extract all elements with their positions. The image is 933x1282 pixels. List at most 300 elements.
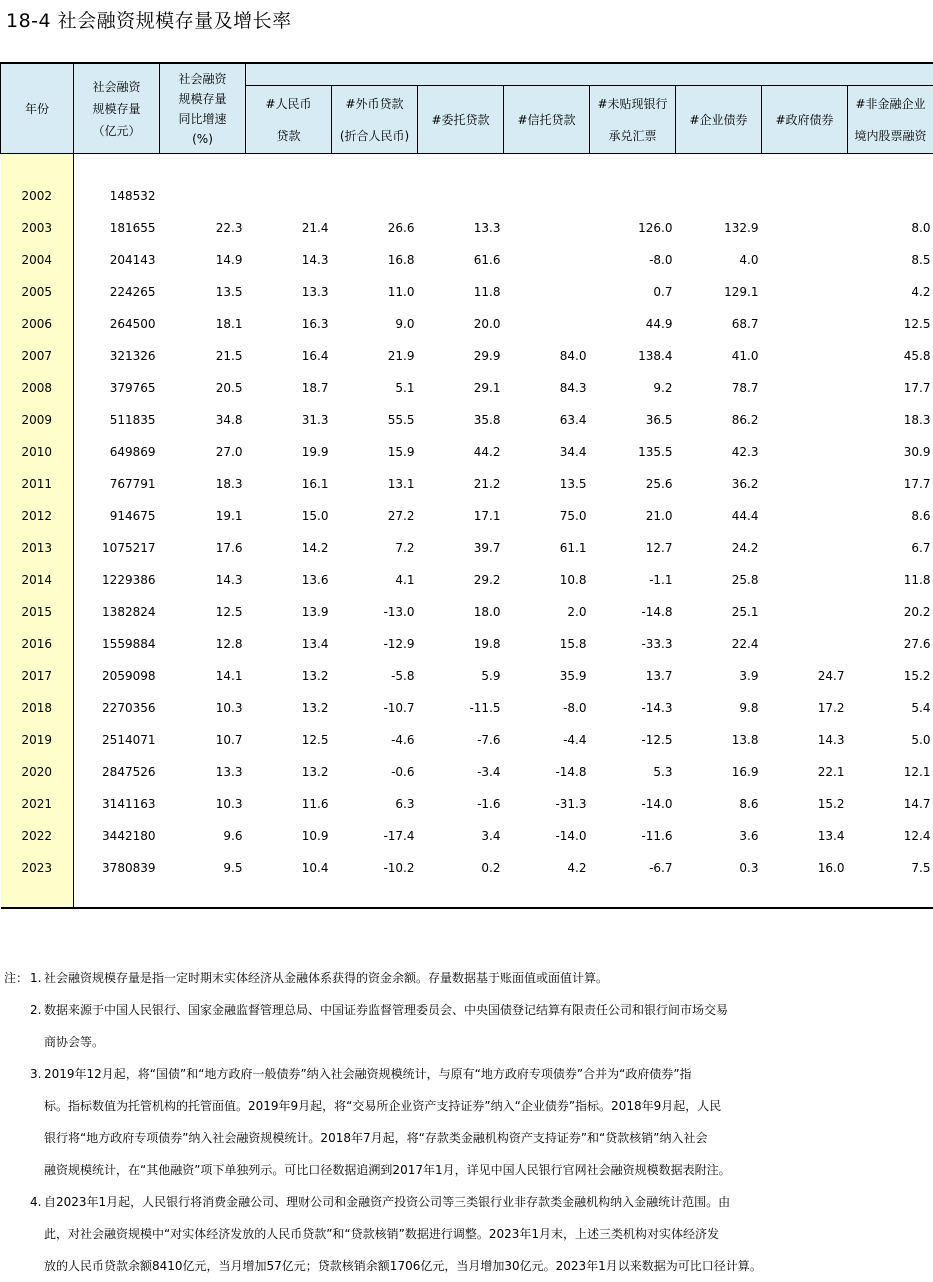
stock-cell: 767791 <box>74 459 160 491</box>
government-bonds-cell: 16.0 <box>762 843 848 875</box>
entrusted-loans-cell: 11.8 <box>418 267 504 299</box>
fx-loans-cell: -10.7 <box>332 683 418 715</box>
table-row <box>1 715 933 747</box>
government-bonds-cell: 14.3 <box>762 715 848 747</box>
corporate-bonds-cell: 44.4 <box>676 491 762 523</box>
government-bonds-cell <box>762 587 848 619</box>
page-title: 18-4 社会融资规模存量及增长率 <box>6 6 292 33</box>
acceptance-cell: -8.0 <box>590 235 676 267</box>
entrusted-loans-cell: 3.4 <box>418 811 504 843</box>
stock-cell: 914675 <box>74 491 160 523</box>
rmb-loans-cell: 11.6 <box>246 779 332 811</box>
stock-cell: 649869 <box>74 427 160 459</box>
growth-cell: 14.3 <box>160 555 246 587</box>
fx-loans-cell: 13.1 <box>332 459 418 491</box>
year-cell: 2022 <box>1 811 74 843</box>
table-row <box>1 203 933 235</box>
table-row <box>1 747 933 779</box>
government-bonds-cell: 13.4 <box>762 811 848 843</box>
fx-loans-cell: -13.0 <box>332 587 418 619</box>
government-bonds-cell: 17.2 <box>762 683 848 715</box>
year-cell: 2019 <box>1 715 74 747</box>
trust-loans-cell: 35.9 <box>504 651 590 683</box>
corporate-bonds-cell: 3.9 <box>676 651 762 683</box>
year-cell: 2018 <box>1 683 74 715</box>
entrusted-loans-cell: -1.6 <box>418 779 504 811</box>
government-bonds-cell <box>762 331 848 363</box>
growth-cell: 9.5 <box>160 843 246 875</box>
note-number: 4. <box>30 1186 41 1218</box>
equity-cell: 17.7 <box>848 363 933 395</box>
header-trust-loans: #信托贷款 <box>504 86 590 154</box>
acceptance-cell: 9.2 <box>590 363 676 395</box>
growth-cell: 10.3 <box>160 779 246 811</box>
rmb-loans-cell: 13.2 <box>246 651 332 683</box>
year-cell: 2021 <box>1 779 74 811</box>
trust-loans-cell <box>504 203 590 235</box>
growth-cell: 12.8 <box>160 619 246 651</box>
equity-cell: 12.1 <box>848 747 933 779</box>
fx-loans-cell: 5.1 <box>332 363 418 395</box>
acceptance-cell: 135.5 <box>590 427 676 459</box>
acceptance-cell: -33.3 <box>590 619 676 651</box>
acceptance-cell: -12.5 <box>590 715 676 747</box>
rmb-loans-cell: 12.5 <box>246 715 332 747</box>
note-text: 商协会等。 <box>4 1026 924 1058</box>
trust-loans-cell: 63.4 <box>504 395 590 427</box>
acceptance-cell: -14.8 <box>590 587 676 619</box>
header-fx-loans: #外币贷款 (折合人民币) <box>332 86 418 154</box>
stock-cell: 3141163 <box>74 779 160 811</box>
rmb-loans-cell: 10.9 <box>246 811 332 843</box>
year-cell: 2012 <box>1 491 74 523</box>
growth-cell: 14.9 <box>160 235 246 267</box>
header-entrusted-loans: #委托贷款 <box>418 86 504 154</box>
rmb-loans-cell: 21.4 <box>246 203 332 235</box>
year-cell: 2017 <box>1 651 74 683</box>
header-government-bonds: #政府债券 <box>762 86 848 154</box>
stock-cell: 224265 <box>74 267 160 299</box>
rmb-loans-cell: 16.1 <box>246 459 332 491</box>
entrusted-loans-cell: -3.4 <box>418 747 504 779</box>
table-row <box>1 331 933 363</box>
table-row <box>1 651 933 683</box>
year-cell: 2013 <box>1 523 74 555</box>
stock-cell: 1382824 <box>74 587 160 619</box>
fx-loans-cell: -12.9 <box>332 619 418 651</box>
corporate-bonds-cell: 132.9 <box>676 203 762 235</box>
table-row <box>1 523 933 555</box>
rmb-loans-cell: 13.6 <box>246 555 332 587</box>
note-text: 标。指标数值为托管机构的托管面值。2019年9月起，将“交易所企业资产支持证券”纳入“企业债券”指标。2018年9月起，人民 <box>4 1090 924 1122</box>
year-cell: 2005 <box>1 267 74 299</box>
acceptance-cell: 36.5 <box>590 395 676 427</box>
table-row <box>1 491 933 523</box>
rmb-loans-cell: 16.4 <box>246 331 332 363</box>
fx-loans-cell: 21.9 <box>332 331 418 363</box>
stock-cell: 2514071 <box>74 715 160 747</box>
note-text: 银行将“地方政府专项债券”纳入社会融资规模统计。2018年7月起，将“存款类金融机构资产支持证券”和“贷款核销”纳入社会 <box>4 1122 924 1154</box>
government-bonds-cell <box>762 427 848 459</box>
note-line <box>4 962 924 994</box>
government-bonds-cell <box>762 203 848 235</box>
table-row <box>1 299 933 331</box>
growth-cell: 10.7 <box>160 715 246 747</box>
entrusted-loans-cell: 21.2 <box>418 459 504 491</box>
note-line <box>4 1250 924 1282</box>
fx-loans-cell: 9.0 <box>332 299 418 331</box>
acceptance-cell <box>590 171 676 203</box>
government-bonds-cell <box>762 523 848 555</box>
entrusted-loans-cell: 29.2 <box>418 555 504 587</box>
stock-cell: 321326 <box>74 331 160 363</box>
equity-cell: 11.8 <box>848 555 933 587</box>
growth-cell: 9.6 <box>160 811 246 843</box>
stock-cell: 204143 <box>74 235 160 267</box>
footnotes <box>4 962 924 1282</box>
trust-loans-cell <box>504 299 590 331</box>
year-cell: 2016 <box>1 619 74 651</box>
note-text: 此，对社会融资规模中“对实体经济发放的人民币贷款”和“贷款核销”数据进行调整。2023年1月末，上述三类机构对实体经济发 <box>4 1218 924 1250</box>
corporate-bonds-cell: 13.8 <box>676 715 762 747</box>
equity-cell: 14.7 <box>848 779 933 811</box>
table-spacer-row <box>1 154 933 172</box>
year-cell: 2014 <box>1 555 74 587</box>
rmb-loans-cell: 14.3 <box>246 235 332 267</box>
header-equity-financing: #非金融企业 境内股票融资 <box>848 86 933 154</box>
table-row <box>1 587 933 619</box>
trust-loans-cell: -4.4 <box>504 715 590 747</box>
trust-loans-cell: 2.0 <box>504 587 590 619</box>
government-bonds-cell <box>762 235 848 267</box>
year-cell: 2009 <box>1 395 74 427</box>
table-row <box>1 171 933 203</box>
acceptance-cell: -6.7 <box>590 843 676 875</box>
fx-loans-cell: -0.6 <box>332 747 418 779</box>
entrusted-loans-cell: -11.5 <box>418 683 504 715</box>
corporate-bonds-cell: 22.4 <box>676 619 762 651</box>
equity-cell: 8.5 <box>848 235 933 267</box>
note-number: 1. <box>30 962 41 994</box>
equity-cell: 6.7 <box>848 523 933 555</box>
entrusted-loans-cell: 61.6 <box>418 235 504 267</box>
government-bonds-cell <box>762 171 848 203</box>
corporate-bonds-cell: 36.2 <box>676 459 762 491</box>
year-cell: 2007 <box>1 331 74 363</box>
entrusted-loans-cell: 29.9 <box>418 331 504 363</box>
corporate-bonds-cell: 9.8 <box>676 683 762 715</box>
trust-loans-cell: 13.5 <box>504 459 590 491</box>
table-row <box>1 427 933 459</box>
note-number: 3. <box>30 1058 41 1090</box>
entrusted-loans-cell: 18.0 <box>418 587 504 619</box>
trust-loans-cell: 10.8 <box>504 555 590 587</box>
government-bonds-cell <box>762 459 848 491</box>
fx-loans-cell: 4.1 <box>332 555 418 587</box>
table-row <box>1 843 933 875</box>
rmb-loans-cell: 31.3 <box>246 395 332 427</box>
note-line <box>4 1122 924 1154</box>
fx-loans-cell: 7.2 <box>332 523 418 555</box>
acceptance-cell: 25.6 <box>590 459 676 491</box>
year-cell: 2020 <box>1 747 74 779</box>
government-bonds-cell <box>762 555 848 587</box>
equity-cell: 4.2 <box>848 267 933 299</box>
fx-loans-cell: 6.3 <box>332 779 418 811</box>
acceptance-cell: -11.6 <box>590 811 676 843</box>
fx-loans-cell: -4.6 <box>332 715 418 747</box>
growth-cell: 18.1 <box>160 299 246 331</box>
rmb-loans-cell: 13.9 <box>246 587 332 619</box>
stock-cell: 181655 <box>74 203 160 235</box>
financing-table <box>0 62 933 909</box>
trust-loans-cell: 15.8 <box>504 619 590 651</box>
equity-cell: 18.3 <box>848 395 933 427</box>
entrusted-loans-cell: 5.9 <box>418 651 504 683</box>
rmb-loans-cell: 13.4 <box>246 619 332 651</box>
header-growth: 社会融资 规模存量 同比增速 (%) <box>160 63 246 154</box>
corporate-bonds-cell: 16.9 <box>676 747 762 779</box>
note-line <box>4 994 924 1026</box>
header-rmb-loans: #人民币 贷款 <box>246 86 332 154</box>
stock-cell: 3780839 <box>74 843 160 875</box>
growth-cell: 13.3 <box>160 747 246 779</box>
fx-loans-cell: 16.8 <box>332 235 418 267</box>
stock-cell: 2270356 <box>74 683 160 715</box>
entrusted-loans-cell: -7.6 <box>418 715 504 747</box>
corporate-bonds-cell: 129.1 <box>676 267 762 299</box>
government-bonds-cell <box>762 619 848 651</box>
header-year: 年份 <box>1 63 74 154</box>
table-row <box>1 683 933 715</box>
equity-cell: 12.4 <box>848 811 933 843</box>
trust-loans-cell: 61.1 <box>504 523 590 555</box>
entrusted-loans-cell: 20.0 <box>418 299 504 331</box>
equity-cell: 8.0 <box>848 203 933 235</box>
trust-loans-cell: -14.8 <box>504 747 590 779</box>
corporate-bonds-cell: 4.0 <box>676 235 762 267</box>
note-lead: 注： <box>4 962 28 994</box>
equity-cell: 12.5 <box>848 299 933 331</box>
growth-cell: 34.8 <box>160 395 246 427</box>
trust-loans-cell <box>504 171 590 203</box>
government-bonds-cell: 24.7 <box>762 651 848 683</box>
table-row <box>1 555 933 587</box>
corporate-bonds-cell: 8.6 <box>676 779 762 811</box>
table-row <box>1 811 933 843</box>
stock-cell: 511835 <box>74 395 160 427</box>
corporate-bonds-cell: 3.6 <box>676 811 762 843</box>
note-line <box>4 1218 924 1250</box>
entrusted-loans-cell: 39.7 <box>418 523 504 555</box>
table-row <box>1 459 933 491</box>
header-stock: 社会融资 规模存量 （亿元） <box>74 63 160 154</box>
header-corporate-bonds: #企业债券 <box>676 86 762 154</box>
rmb-loans-cell: 13.3 <box>246 267 332 299</box>
corporate-bonds-cell: 78.7 <box>676 363 762 395</box>
rmb-loans-cell: 13.2 <box>246 683 332 715</box>
fx-loans-cell: -17.4 <box>332 811 418 843</box>
growth-cell: 19.1 <box>160 491 246 523</box>
entrusted-loans-cell: 17.1 <box>418 491 504 523</box>
acceptance-cell: 12.7 <box>590 523 676 555</box>
note-text: 放的人民币贷款余额8410亿元，当月增加57亿元；贷款核销余额1706亿元，当月增加30亿元。2023年1月以来数据为可比口径计算。 <box>4 1250 924 1282</box>
corporate-bonds-cell: 42.3 <box>676 427 762 459</box>
fx-loans-cell: 11.0 <box>332 267 418 299</box>
stock-cell: 1559884 <box>74 619 160 651</box>
corporate-bonds-cell: 24.2 <box>676 523 762 555</box>
equity-cell: 8.6 <box>848 491 933 523</box>
table-row <box>1 779 933 811</box>
equity-cell: 30.9 <box>848 427 933 459</box>
rmb-loans-cell: 16.3 <box>246 299 332 331</box>
trust-loans-cell: 84.0 <box>504 331 590 363</box>
entrusted-loans-cell: 19.8 <box>418 619 504 651</box>
note-text: 社会融资规模存量是指一定时期末实体经济从金融体系获得的资金余额。存量数据基于账面值或面值计算。 <box>4 962 924 994</box>
note-text: 自2023年1月起，人民银行将消费金融公司、理财公司和金融资产投资公司等三类银行业非存款类金融机构纳入金融统计范围。由 <box>4 1186 924 1218</box>
year-cell: 2015 <box>1 587 74 619</box>
growth-cell: 21.5 <box>160 331 246 363</box>
year-cell: 2006 <box>1 299 74 331</box>
equity-cell: 20.2 <box>848 587 933 619</box>
note-number: 2. <box>30 994 41 1026</box>
government-bonds-cell <box>762 395 848 427</box>
rmb-loans-cell: 15.0 <box>246 491 332 523</box>
year-cell: 2008 <box>1 363 74 395</box>
note-line <box>4 1026 924 1058</box>
stock-cell: 1075217 <box>74 523 160 555</box>
fx-loans-cell: 15.9 <box>332 427 418 459</box>
entrusted-loans-cell: 0.2 <box>418 843 504 875</box>
entrusted-loans-cell: 44.2 <box>418 427 504 459</box>
rmb-loans-cell <box>246 171 332 203</box>
acceptance-cell: 138.4 <box>590 331 676 363</box>
growth-cell: 18.3 <box>160 459 246 491</box>
trust-loans-cell: 4.2 <box>504 843 590 875</box>
acceptance-cell: -1.1 <box>590 555 676 587</box>
stock-cell: 379765 <box>74 363 160 395</box>
acceptance-cell: 21.0 <box>590 491 676 523</box>
government-bonds-cell: 15.2 <box>762 779 848 811</box>
year-cell: 2010 <box>1 427 74 459</box>
growth-cell: 27.0 <box>160 427 246 459</box>
acceptance-cell: 13.7 <box>590 651 676 683</box>
rmb-loans-cell: 10.4 <box>246 843 332 875</box>
table-end-row <box>1 875 933 908</box>
equity-cell: 27.6 <box>848 619 933 651</box>
note-line <box>4 1058 924 1090</box>
year-cell: 2002 <box>1 171 74 203</box>
acceptance-cell: 126.0 <box>590 203 676 235</box>
note-text: 数据来源于中国人民银行、国家金融监督管理总局、中国证券监督管理委员会、中央国债登记结算有限责任公司和银行间市场交易 <box>4 994 924 1026</box>
year-cell: 2011 <box>1 459 74 491</box>
growth-cell: 12.5 <box>160 587 246 619</box>
trust-loans-cell: -31.3 <box>504 779 590 811</box>
equity-cell: 15.2 <box>848 651 933 683</box>
stock-cell: 1229386 <box>74 555 160 587</box>
growth-cell <box>160 171 246 203</box>
corporate-bonds-cell: 68.7 <box>676 299 762 331</box>
growth-cell: 22.3 <box>160 203 246 235</box>
table-row <box>1 267 933 299</box>
year-cell: 2003 <box>1 203 74 235</box>
header-bankers-acceptance: #未贴现银行 承兑汇票 <box>590 86 676 154</box>
stock-cell: 148532 <box>74 171 160 203</box>
trust-loans-cell: -8.0 <box>504 683 590 715</box>
fx-loans-cell: 27.2 <box>332 491 418 523</box>
corporate-bonds-cell: 86.2 <box>676 395 762 427</box>
entrusted-loans-cell <box>418 171 504 203</box>
fx-loans-cell: -5.8 <box>332 651 418 683</box>
acceptance-cell: 44.9 <box>590 299 676 331</box>
growth-cell: 17.6 <box>160 523 246 555</box>
government-bonds-cell <box>762 363 848 395</box>
growth-cell: 20.5 <box>160 363 246 395</box>
table-body <box>1 154 933 909</box>
rmb-loans-cell: 18.7 <box>246 363 332 395</box>
corporate-bonds-cell: 25.8 <box>676 555 762 587</box>
table-row <box>1 235 933 267</box>
equity-cell: 5.0 <box>848 715 933 747</box>
corporate-bonds-cell <box>676 171 762 203</box>
growth-cell: 10.3 <box>160 683 246 715</box>
rmb-loans-cell: 13.2 <box>246 747 332 779</box>
year-cell: 2004 <box>1 235 74 267</box>
trust-loans-cell <box>504 267 590 299</box>
fx-loans-cell: 26.6 <box>332 203 418 235</box>
trust-loans-cell: -14.0 <box>504 811 590 843</box>
note-text: 2019年12月起，将“国债”和“地方政府一般债券”纳入社会融资规模统计，与原有“地方政府专项债券”合并为“政府债券”指 <box>4 1058 924 1090</box>
growth-cell: 14.1 <box>160 651 246 683</box>
government-bonds-cell <box>762 267 848 299</box>
entrusted-loans-cell: 35.8 <box>418 395 504 427</box>
stock-cell: 264500 <box>74 299 160 331</box>
equity-cell <box>848 171 933 203</box>
note-text: 融资规模统计，在“其他融资”项下单独列示。可比口径数据追溯到2017年1月，详见中国人民银行官网社会融资规模数据表附注。 <box>4 1154 924 1186</box>
equity-cell: 45.8 <box>848 331 933 363</box>
trust-loans-cell: 75.0 <box>504 491 590 523</box>
year-cell: 2023 <box>1 843 74 875</box>
rmb-loans-cell: 14.2 <box>246 523 332 555</box>
table-row <box>1 363 933 395</box>
note-line <box>4 1186 924 1218</box>
entrusted-loans-cell: 13.3 <box>418 203 504 235</box>
table-row <box>1 619 933 651</box>
stock-cell: 3442180 <box>74 811 160 843</box>
entrusted-loans-cell: 29.1 <box>418 363 504 395</box>
header-group-spacer <box>246 63 933 86</box>
note-line <box>4 1090 924 1122</box>
fx-loans-cell: -10.2 <box>332 843 418 875</box>
rmb-loans-cell: 19.9 <box>246 427 332 459</box>
fx-loans-cell: 55.5 <box>332 395 418 427</box>
note-line <box>4 1154 924 1186</box>
stock-cell: 2847526 <box>74 747 160 779</box>
growth-cell: 13.5 <box>160 267 246 299</box>
trust-loans-cell: 84.3 <box>504 363 590 395</box>
corporate-bonds-cell: 25.1 <box>676 587 762 619</box>
trust-loans-cell: 34.4 <box>504 427 590 459</box>
table-row <box>1 395 933 427</box>
government-bonds-cell <box>762 299 848 331</box>
equity-cell: 7.5 <box>848 843 933 875</box>
stock-cell: 2059098 <box>74 651 160 683</box>
corporate-bonds-cell: 0.3 <box>676 843 762 875</box>
acceptance-cell: -14.3 <box>590 683 676 715</box>
equity-cell: 5.4 <box>848 683 933 715</box>
corporate-bonds-cell: 41.0 <box>676 331 762 363</box>
acceptance-cell: 0.7 <box>590 267 676 299</box>
